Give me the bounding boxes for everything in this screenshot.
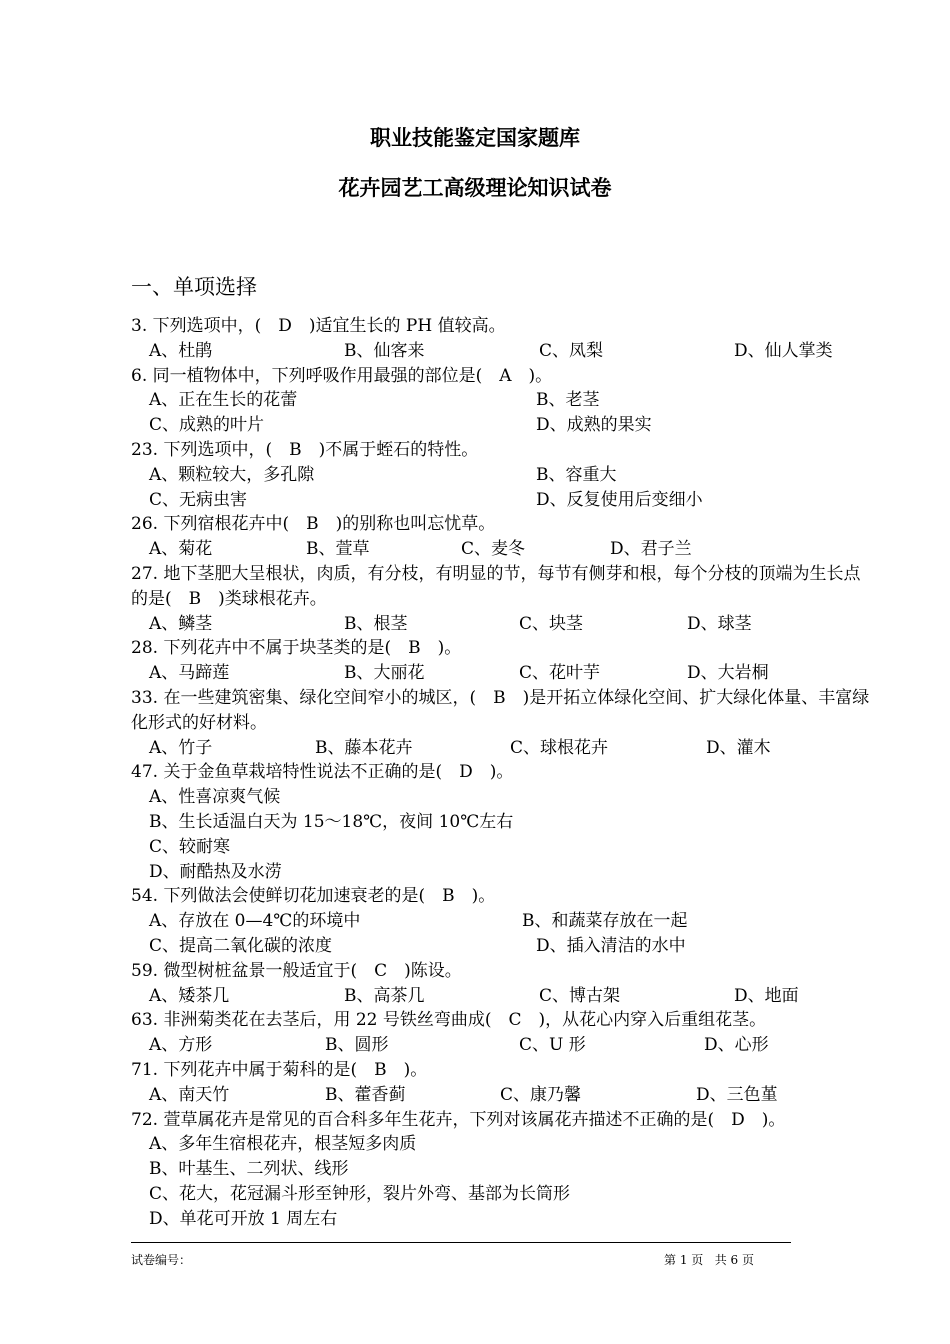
- option: C、块茎: [519, 613, 584, 634]
- options-row: [131, 413, 871, 438]
- question-stem: 72. 萱草属花卉是常见的百合科多年生花卉，下列对该属花卉描述不正确的是( D )。: [131, 1109, 786, 1130]
- option: C、较耐寒: [149, 836, 231, 857]
- exam-paper-title: 花卉园艺工高级理论知识试卷: [338, 176, 612, 200]
- options-row: [131, 984, 871, 1009]
- question-stem: 63. 非洲菊类花在去茎后，用 22 号铁丝弯曲成( C )，从花心内穿入后重组花茎。: [131, 1010, 767, 1031]
- paper-number-label: 试卷编号：: [131, 1253, 192, 1267]
- option: C、提高二氧化碳的浓度: [149, 935, 333, 956]
- option: D、地面: [734, 985, 799, 1006]
- option: D、反复使用后变细小: [536, 489, 703, 510]
- option: C、无病虫害: [149, 489, 248, 510]
- option: D、心形: [704, 1035, 769, 1056]
- option: C、花叶芋: [519, 663, 601, 684]
- options-row: [131, 1083, 871, 1108]
- options-row: [131, 612, 871, 637]
- page-indicator: 第 1 页 共 6 页: [664, 1253, 754, 1267]
- option: D、灌木: [706, 737, 771, 758]
- option: C、成熟的叶片: [149, 415, 265, 436]
- option: B、根茎: [344, 613, 408, 634]
- option: D、插入清洁的水中: [536, 935, 686, 956]
- question-stem: 33. 在一些建筑密集、绿化空间窄小的城区，( B )是开拓立体绿化空间、扩大绿化体量、丰富绿化形式的好材料。: [131, 687, 870, 733]
- section-title: 一、单项选择: [131, 275, 257, 299]
- option: A、菊花: [149, 539, 213, 560]
- option: D、三色堇: [696, 1084, 778, 1105]
- option: D、单花可开放 1 周左右: [149, 1208, 338, 1229]
- option: B、生长适温白天为 15～18℃，夜间 10℃左右: [149, 811, 514, 832]
- option: A、矮茶几: [149, 985, 230, 1006]
- option: A、杜鹃: [149, 340, 213, 361]
- question-list: [131, 314, 871, 1231]
- options-row: [131, 339, 871, 364]
- option: B、容重大: [536, 464, 617, 485]
- option: A、多年生宿根花卉，根茎短多肉质: [149, 1134, 417, 1155]
- option: C、凤梨: [539, 340, 604, 361]
- option: C、康乃馨: [500, 1084, 582, 1105]
- option: A、南天竹: [149, 1084, 230, 1105]
- option: D、大岩桐: [687, 663, 769, 684]
- option: C、麦冬: [461, 539, 526, 560]
- question-stem: 47. 关于金鱼草栽培特性说法不正确的是( D )。: [131, 762, 514, 783]
- question-stem: 3. 下列选项中，( D )适宜生长的 PH 值较高。: [131, 316, 506, 336]
- option: C、博古架: [539, 985, 621, 1006]
- exam-bank-title: 职业技能鉴定国家题库: [370, 126, 580, 150]
- option: A、鳞茎: [149, 613, 213, 634]
- options-row: [131, 388, 871, 413]
- options-row: [131, 463, 871, 488]
- option: D、耐酷热及水涝: [149, 861, 282, 882]
- option: A、正在生长的花蕾: [149, 390, 298, 411]
- options-row: [131, 909, 871, 934]
- option: B、老茎: [536, 390, 600, 411]
- question-stem: 23. 下列选项中，( B )不属于蛭石的特性。: [131, 439, 479, 460]
- footer-divider: [131, 1242, 791, 1243]
- question-stem: 59. 微型树桩盆景一般适宜于( C )陈设。: [131, 960, 462, 981]
- options-row: [131, 934, 871, 959]
- option: D、君子兰: [610, 539, 692, 560]
- options-row: [131, 537, 871, 562]
- options-row: [131, 661, 871, 686]
- option: D、仙人掌类: [734, 340, 833, 361]
- option: A、方形: [149, 1035, 213, 1056]
- option: B、仙客来: [344, 340, 425, 361]
- option: B、藤本花卉: [315, 737, 413, 758]
- option: C、球根花卉: [510, 737, 609, 758]
- question-stem: 6. 同一植物体中，下列呼吸作用最强的部位是( A )。: [131, 365, 553, 386]
- question-stem: 27. 地下茎肥大呈根状，肉质，有分枝，有明显的节，每节有侧芽和根，每个分枝的顶端为生长点的是( B )类球根花卉。: [131, 563, 861, 609]
- question-stem: 28. 下列花卉中不属于块茎类的是( B )。: [131, 638, 462, 659]
- option: D、成熟的果实: [536, 415, 652, 436]
- option: B、萱草: [306, 539, 370, 560]
- option: B、大丽花: [344, 663, 425, 684]
- question-stem: 71. 下列花卉中属于菊科的是( B )。: [131, 1059, 428, 1080]
- option: C、花大，花冠漏斗形至钟形，裂片外弯、基部为长筒形: [149, 1183, 571, 1204]
- option: B、高茶几: [344, 985, 425, 1006]
- option: B、藿香蓟: [325, 1084, 406, 1105]
- option: B、圆形: [325, 1035, 389, 1056]
- option: A、存放在 0—4℃的环境中: [149, 911, 361, 932]
- question-stem: 54. 下列做法会使鲜切花加速衰老的是( B )。: [131, 886, 496, 907]
- option: A、马蹄莲: [149, 663, 230, 684]
- option: B、和蔬菜存放在一起: [522, 911, 688, 932]
- question-stem: 26. 下列宿根花卉中( B )的别称也叫忘忧草。: [131, 514, 496, 535]
- options-row: [131, 1033, 871, 1058]
- option: D、球茎: [687, 613, 752, 634]
- options-row: [131, 736, 871, 761]
- option: A、竹子: [149, 737, 213, 758]
- option: B、叶基生、二列状、线形: [149, 1159, 349, 1180]
- options-row: [131, 488, 871, 513]
- option: C、U 形: [519, 1035, 586, 1056]
- option: A、性喜凉爽气候: [149, 787, 281, 808]
- option: A、颗粒较大，多孔隙: [149, 464, 315, 485]
